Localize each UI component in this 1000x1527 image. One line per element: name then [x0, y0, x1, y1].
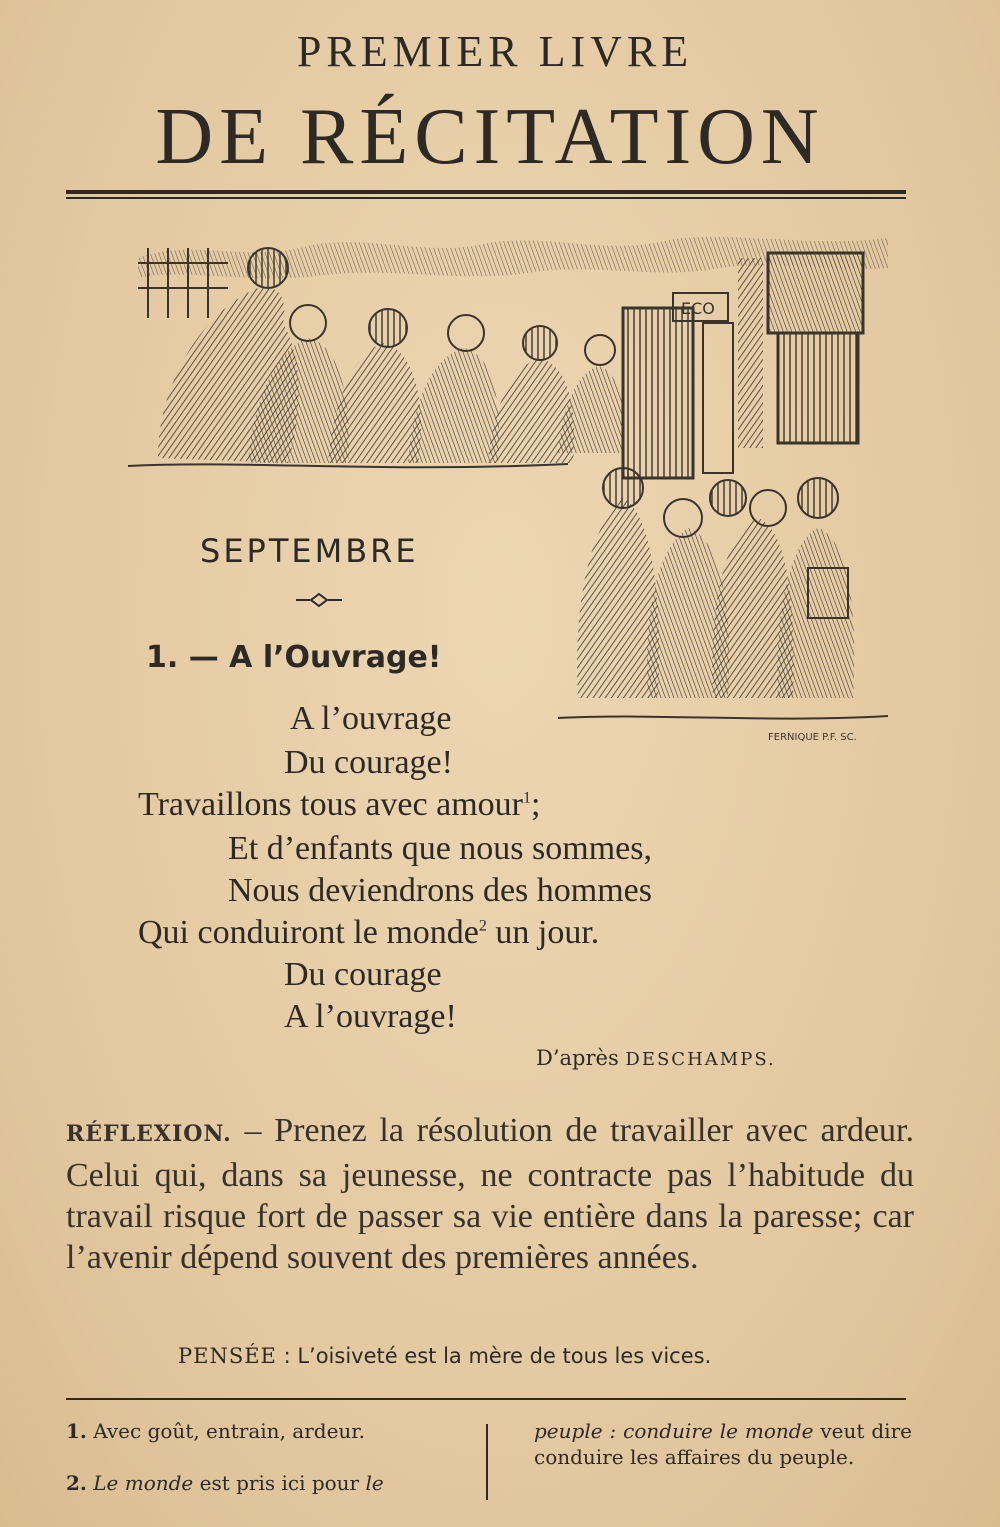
- verse-line: A l’ouvrage!: [284, 998, 457, 1035]
- pensee-line: [178, 1344, 711, 1368]
- footnote-ref: 1: [522, 789, 531, 807]
- header-rule-thin: [66, 197, 906, 199]
- poem-number: 1.: [146, 640, 179, 675]
- reflexion-paragraph: [66, 1110, 914, 1278]
- attribution: D’après DESCHAMPS.: [536, 1046, 776, 1070]
- pensee-text: : L’oisiveté est la mère de tous les vices.: [276, 1344, 712, 1368]
- verse-line: A l’ouvrage: [290, 700, 452, 737]
- building-window: [738, 253, 863, 448]
- book-title-line1: PREMIER LIVRE: [296, 27, 694, 76]
- footnote-2-continued: peuple : conduire le monde veut dire conduire les affaires du peuple.: [534, 1419, 912, 1469]
- school-door: [623, 293, 733, 478]
- school-sign: ECO: [681, 299, 715, 318]
- verse-line: Travaillons tous avec amour$^1$;: [138, 786, 541, 823]
- month-heading: SEPTEMBRE: [200, 532, 419, 570]
- ornament: [296, 588, 342, 612]
- pensee-label: PENSÉE: [178, 1344, 277, 1368]
- children-group-left: [158, 248, 624, 463]
- footnote-1: 1. Avec goût, entrain, ardeur.: [66, 1419, 366, 1443]
- verse-line: Du courage!: [284, 744, 453, 781]
- footnote-divider: [486, 1424, 488, 1500]
- verse-line: Qui conduiront le monde$^2$ un jour.: [138, 914, 600, 951]
- verse-line: Et d’enfants que nous sommes,: [228, 830, 652, 867]
- poem-title: [146, 640, 441, 675]
- engraver-signature: FERNIQUE P.F. SC.: [768, 732, 857, 743]
- verse-line: Nous deviendrons des hommes: [228, 872, 653, 909]
- poem-title-text: — A l’Ouvrage!: [188, 640, 442, 675]
- reflexion-label: RÉFLEXION.: [66, 1121, 232, 1147]
- verse-line: Du courage: [284, 956, 442, 993]
- footnote-ref: 2: [478, 917, 487, 935]
- footnote-rule: [66, 1398, 906, 1400]
- reflexion-text: – Prenez la résolution de travailler avec ardeur. Celui qui, dans sa jeunesse, ne contracte pas l’habitude du travail risque fort de passer sa vie entière dans la paresse; car l’avenir dépend souvent des premières années.: [66, 1112, 914, 1276]
- header-rule: [66, 190, 906, 194]
- children-group-right: [577, 468, 854, 698]
- book-title-line2: DE RÉCITATION: [155, 93, 825, 181]
- author-name: DESCHAMPS.: [625, 1049, 776, 1070]
- footnote-2: 2. Le monde est pris ici pour le: [66, 1471, 384, 1495]
